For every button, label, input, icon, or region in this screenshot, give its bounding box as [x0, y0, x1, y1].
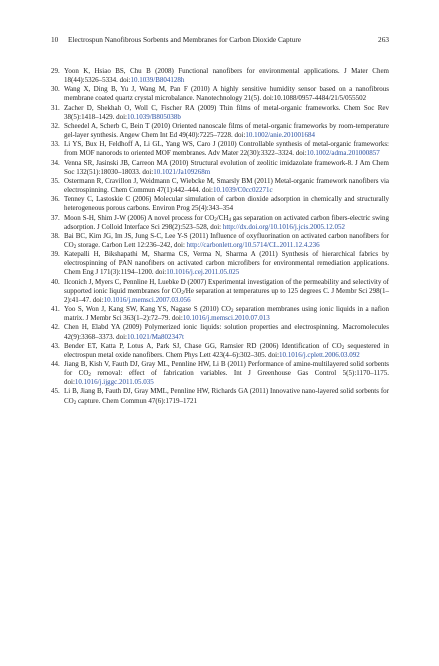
reference-number: 42.: [51, 323, 60, 332]
reference-text-segment: Venna SR, Jasinski JB, Carreon MA (2010) Structural evolution of zeolitic imidazolate framework-8. J Am Chem Soc 132(51):18030–18033. doi:: [64, 158, 389, 176]
reference-number: 39.: [51, 250, 60, 259]
reference-text: [64, 305, 389, 322]
subscript: 2: [73, 244, 77, 250]
reference-number: 43.: [51, 341, 60, 350]
reference-item: [51, 177, 389, 195]
reference-text-segment: Tenney C, Lastoskie C (2006) Molecular simulation of carbon dioxide adsorption in chemically and structurally heterogeneous porous carbons. Environ Prog 25(4):343–354: [64, 195, 389, 213]
reference-text: [64, 323, 389, 340]
reference-text: [64, 159, 389, 176]
reference-item: [51, 122, 389, 140]
reference-text-segment: Ilconich J, Myers C, Pennline H, Luebke D (2007) Experimental investigation of the permeability and selectivity of supported ionic liquid membranes for CO: [64, 277, 389, 295]
reference-text: [64, 387, 389, 404]
reference-text: [64, 232, 389, 249]
reference-text-segment: Li B, Jiang B, Fauth DJ, Gray MML, Pennline HW, Richards GA (2011) Innovative nano-layered solid sorbents for CO: [64, 387, 389, 405]
subscript: 2: [214, 217, 217, 223]
reference-text: [64, 67, 389, 84]
reference-item: [51, 195, 389, 213]
subscript: 2: [73, 400, 77, 406]
reference-text: [64, 122, 389, 139]
subscript: 2: [88, 373, 91, 379]
reference-text-segment: separation membranes using ionic liquids in a nafion matrix. J Membr Sci 363(1–2):72–79. doi:: [64, 305, 389, 323]
reference-number: 37.: [51, 213, 60, 222]
reference-text-segment: Wang X, Ding B, Yu J, Wang M, Pan F (2010) A highly sensitive humidity sensor based on a nanofibrous membrane coated quartz crystal microbalance. Nanotechnology 21(5). doi:10.1088/0957-4484/21/5/055502: [64, 85, 389, 103]
doi-link[interactable]: http://dx.doi.org/10.1016/j.jcis.2005.12.052: [222, 222, 346, 231]
subscript: 2: [181, 290, 184, 296]
running-header: [51, 35, 389, 44]
reference-text-segment: /He separation at temperatures up to 125 degrees C. J Membr Sci 298(1–2):41–47. doi:: [64, 286, 390, 304]
reference-number: 32.: [51, 121, 60, 130]
reference-text: [64, 195, 389, 212]
reference-text-segment: Jiang B, Kish V, Fauth DJ, Gray ML, Pennline HW, Li B (2011) Performance of amine-multilayered solid sorbents for CO: [64, 360, 389, 378]
reference-text-segment: Moon S-H, Shim J-W (2006) A novel process for CO: [64, 213, 215, 222]
reference-item: [51, 214, 389, 232]
reference-number: 44.: [51, 360, 60, 368]
reference-item: [51, 342, 389, 360]
doi-link[interactable]: 10.1039/B804128h: [130, 76, 185, 85]
reference-text: [64, 85, 389, 102]
reference-text: [64, 360, 389, 386]
doi-link[interactable]: 10.1039/C0cc02271c: [212, 186, 273, 195]
reference-text-segment: Bai BC, Kim JG, Im JS, Jung S-C, Lee Y-S (2011) Influence of oxyfluorination on activated carbon nanofibers for CO: [64, 231, 389, 249]
reference-text-segment: Scheedel A, Scherb C, Bein T (2010) Oriented nanoscale films of metal-organic frameworks by room-temperature gel-layer synthesis. Angew Chem Int Ed 49(40):7225–7228. doi:: [64, 121, 389, 140]
reference-text-segment: Yoon K, Hsiao BS, Chu B (2008) Functional nanofibers for environmental applications. J Mater Chem 18(44):5326–5334. doi:: [64, 67, 389, 85]
reference-text: [64, 342, 389, 359]
doi-link[interactable]: 10.1016/j.cplett.2006.03.092: [279, 350, 360, 359]
running-title: Electrospun Nanofibrous Sorbents and Membranes for Carbon Dioxide Capture: [68, 35, 302, 44]
reference-item: [51, 85, 389, 103]
reference-number: 40.: [51, 277, 60, 286]
reference-text-segment: Bender ET, Katta P, Lotus A, Park SJ, Chase GG, Ramsier RD (2006) Identification of CO: [64, 341, 342, 350]
reference-number: 33.: [51, 140, 60, 149]
reference-number: 34.: [51, 158, 60, 167]
reference-item: [51, 159, 389, 177]
reference-number: 41.: [51, 305, 60, 314]
doi-link[interactable]: 10.1002/adma.201000857: [306, 149, 380, 158]
reference-text: [64, 250, 389, 276]
reference-number: 35.: [51, 176, 60, 185]
page-folio: 263: [378, 35, 389, 44]
subscript: 2: [230, 309, 234, 315]
doi-link[interactable]: 10.1039/B805038b: [127, 112, 181, 121]
doi-link[interactable]: http://carbonlett.org/10.5714/CL.2011.12.4.236: [186, 240, 320, 249]
reference-text: [64, 104, 389, 121]
reference-item: [51, 104, 389, 122]
reference-number: 31.: [51, 103, 60, 112]
reference-text: [64, 177, 389, 194]
doi-link[interactable]: 10.1016/j.memsci.2007.03.056: [103, 295, 191, 304]
reference-item: [51, 323, 389, 341]
reference-number: 29.: [51, 67, 60, 75]
reference-item: [51, 360, 389, 387]
reference-number: 45.: [51, 387, 60, 396]
chapter-number: 10: [51, 35, 59, 44]
reference-text: [64, 278, 389, 304]
reference-text-segment: storage. Carbon Lett 12:236–242, doi:: [76, 240, 187, 249]
reference-number: 30.: [51, 85, 60, 94]
reference-number: 38.: [51, 231, 60, 240]
doi-link[interactable]: 10.1021/Ja109268m: [153, 167, 211, 176]
reference-text-segment: Chen H, Elabd YA (2009) Polymerized ionic liquids: solution properties and electrospinning. Macromolecules 42(9):3368–3373. doi:: [64, 323, 389, 341]
reference-text-segment: sequestered in electrospun metal oxide nanofibers. Chem Phys Lett 423(4–6):302–305. doi:: [64, 341, 389, 359]
reference-item: [51, 140, 389, 158]
doi-link[interactable]: 10.1016/j.memsci.2010.07.013: [182, 314, 270, 323]
doi-link[interactable]: 10.1002/anie.201001684: [245, 131, 316, 140]
subscript: 4: [228, 217, 231, 223]
reference-text-segment: Yoo S, Won J, Kang SW, Kang YS, Nagase S (2010) CO: [64, 305, 231, 314]
doi-link[interactable]: 10.1016/j.cej.2011.05.025: [166, 268, 240, 277]
reference-text-segment: Zacher D, Shekhah O, Woll C, Fischer RA (2009) Thin films of metal-organic frameworks. Chem Soc Rev 38(5):1418–1429. doi:: [64, 103, 389, 121]
reference-text-segment: Ostermann R, Cravillon J, Weidmann C, Wiebcke M, Smarsly BM (2011) Metal-organic framework nanofibers via electrospinning. Chem Commun 47(1):442–444. doi:: [64, 176, 389, 195]
reference-text-segment: removal: effect of fabrication variables. Int J Greenhouse Gas Control 5(5):1170–1175. doi:: [64, 369, 389, 387]
reference-item: [51, 232, 389, 250]
reference-item: [51, 278, 389, 305]
reference-number: 36.: [51, 195, 60, 204]
reference-text-segment: Katepalli H, Bikshapathi M, Sharma CS, Verma N, Sharma A (2011) Synthesis of hierarchical fabrics by electrospinning of PAN nanofibers on activated carbon microfibers for environmental remediation applications. Chem Eng J 171(3):1194–1200. doi:: [64, 250, 389, 277]
reference-item: [51, 67, 389, 85]
reference-text-segment: /CH: [216, 213, 229, 222]
reference-text: [64, 214, 389, 231]
doi-link[interactable]: 10.1021/Ma802347t: [127, 332, 184, 341]
reference-item: [51, 305, 389, 323]
reference-item: [51, 387, 389, 405]
reference-text: [64, 140, 389, 157]
reference-text-segment: capture. Chem Commun 47(6):1719–1721: [76, 396, 197, 405]
reference-text-segment: gas separation on activated carbon fibers-electric swing adsorption. J Colloid Interface Sci 298(2):523–528, doi:: [64, 213, 389, 231]
reference-item: [51, 250, 389, 277]
doi-link[interactable]: 10.1016/j.ijggc.2011.05.035: [74, 378, 154, 387]
reference-list: [51, 67, 389, 406]
reference-text-segment: Li YS, Bux H, Feldhoff A, Li GL, Yang WS, Caro J (2010) Controllable synthesis of metal-organic frameworks: from MOF nanorods to oriented MOF membranes. Adv Mater 22(30):3322–3324. doi:: [64, 140, 389, 158]
subscript: 2: [341, 345, 345, 351]
